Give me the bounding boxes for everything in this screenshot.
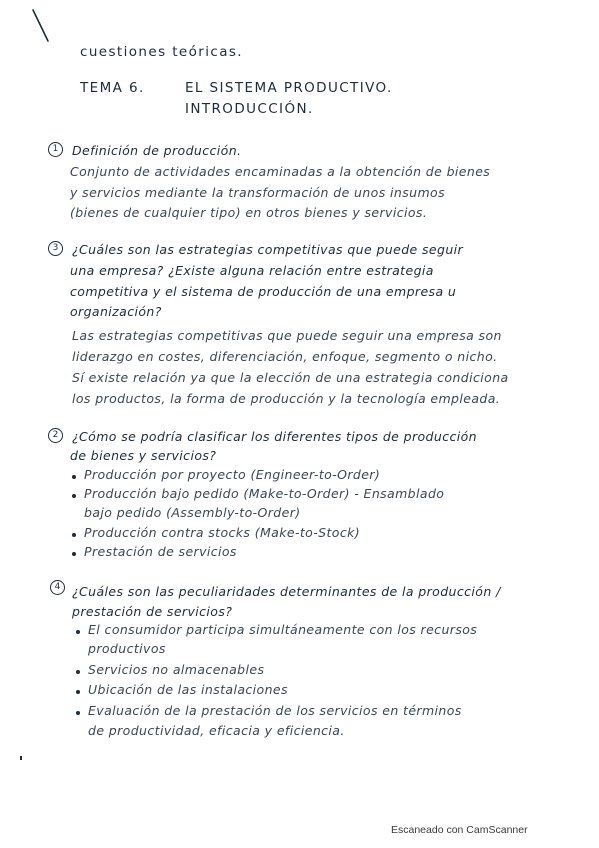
question-number-4: 4 — [50, 580, 65, 595]
list-item-continuation: bajo pedido (Assembly-to-Order) — [84, 505, 301, 520]
list-item: Servicios no almacenables — [88, 662, 265, 677]
question-number-1: 1 — [48, 142, 63, 157]
list-item-continuation: de productividad, eficacia y eficiencia. — [88, 723, 345, 738]
topic-subtitle: INTRODUCCIÓN. — [185, 101, 314, 117]
answer-line: liderazgo en costes, diferenciación, enfoque, segmento o nicho. — [72, 349, 498, 364]
question-text: de bienes y servicios? — [70, 448, 217, 463]
bullet-dot — [72, 552, 76, 556]
topic-label: TEMA 6. — [80, 80, 145, 96]
page-heading: cuestiones teóricas. — [80, 44, 243, 60]
bullet-dot — [76, 670, 80, 674]
bullet-dot — [72, 494, 76, 498]
question-text: prestación de servicios? — [72, 604, 233, 619]
pen-stroke-mark — [30, 8, 52, 44]
question-text: ¿Cuáles son las estrategias competitivas que puede seguir — [72, 242, 464, 257]
bullet-dot — [76, 690, 80, 694]
scanner-watermark: Escaneado con CamScanner — [391, 824, 528, 836]
question-text: una empresa? ¿Existe alguna relación entre estrategia — [70, 263, 434, 278]
answer-line: y servicios mediante la transformación de unos insumos — [70, 185, 445, 200]
list-item: Producción bajo pedido (Make-to-Order) - Ensamblado — [84, 486, 445, 501]
list-item: El consumidor participa simultáneamente con los recursos — [88, 622, 478, 637]
answer-line: Las estrategias competitivas que puede seguir una empresa son — [72, 328, 502, 343]
topic-title: EL SISTEMA PRODUCTIVO. — [185, 80, 393, 96]
bullet-dot — [76, 711, 80, 715]
question-number-2: 2 — [48, 428, 63, 443]
list-item: Ubicación de las instalaciones — [88, 682, 288, 697]
question-text: Definición de producción. — [72, 143, 242, 158]
list-item: Evaluación de la prestación de los servicios en términos — [88, 703, 462, 718]
question-text: ¿Cómo se podría clasificar los diferentes tipos de producción — [72, 429, 477, 444]
list-item-continuation: productivos — [88, 641, 166, 656]
answer-line: Conjunto de actividades encaminadas a la obtención de bienes — [70, 164, 491, 179]
question-text: competitiva y el sistema de producción de una empresa u — [70, 284, 457, 299]
list-item: Producción contra stocks (Make-to-Stock) — [84, 525, 361, 540]
bullet-dot — [72, 475, 76, 479]
answer-line: Sí existe relación ya que la elección de una estrategia condiciona — [72, 370, 509, 385]
question-number-3: 3 — [48, 241, 63, 256]
answer-line: (bienes de cualquier tipo) en otros bienes y servicios. — [70, 205, 428, 220]
bullet-dot — [76, 630, 80, 634]
question-text: organización? — [70, 304, 162, 319]
bullet-dot — [72, 533, 76, 537]
list-item: Prestación de servicios — [84, 544, 237, 559]
list-item: Producción por proyecto (Engineer-to-Order) — [84, 467, 381, 482]
question-text: ¿Cuáles son las peculiaridades determinantes de la producción / — [72, 584, 501, 599]
stray-ink-mark — [20, 756, 22, 760]
answer-line: los productos, la forma de producción y la tecnología empleada. — [72, 391, 501, 406]
